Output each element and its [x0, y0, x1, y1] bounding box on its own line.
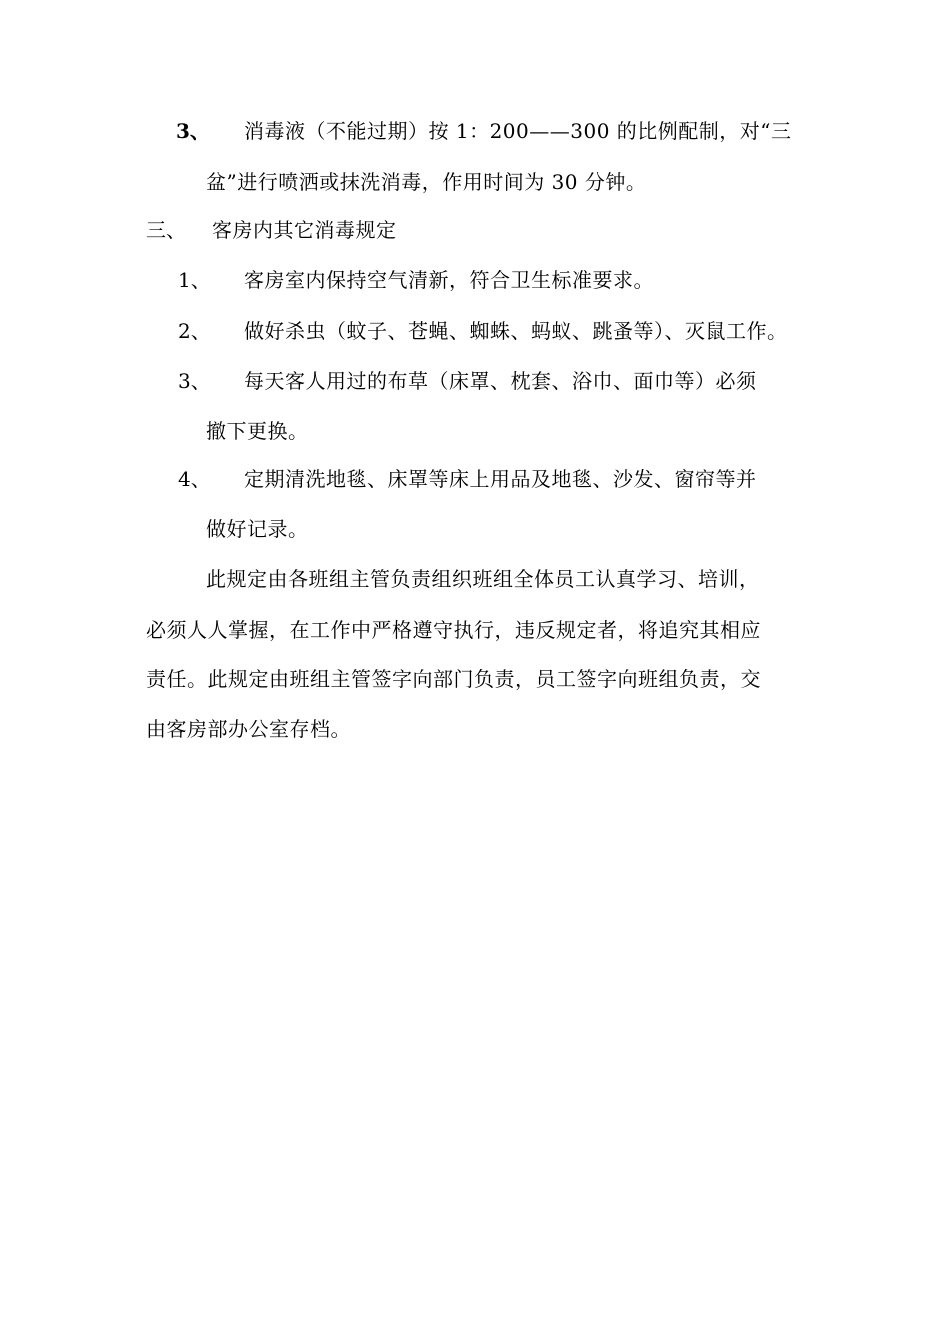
sub-item-2-number: 2、	[178, 319, 211, 343]
closing-paragraph-line1: 此规定由各班组主管负责组织班组全体员工认真学习、培训，	[206, 567, 760, 591]
sub-item-3-number: 3、	[178, 369, 211, 393]
item-3-number: 3、	[176, 119, 210, 143]
sub-item-3-text-line2: 撤下更换。	[206, 419, 309, 443]
item-3-text-line1: 消毒液（不能过期）按 1：200——300 的比例配制，对“三	[244, 119, 792, 143]
item-3-text-line2: 盆”进行喷洒或抹洗消毒，作用时间为 30 分钟。	[206, 170, 647, 194]
sub-item-1-number: 1、	[178, 268, 211, 292]
sub-item-4-text-line1: 定期清洗地毯、床罩等床上用品及地毯、沙发、窗帘等并	[244, 467, 757, 491]
closing-paragraph-line2: 必须人人掌握，在工作中严格遵守执行，违反规定者，将追究其相应	[146, 618, 761, 642]
section-3-number: 三、	[146, 218, 186, 242]
section-3-heading: 客房内其它消毒规定	[212, 218, 397, 242]
sub-item-4-text-line2: 做好记录。	[206, 517, 309, 541]
sub-item-3-text-line1: 每天客人用过的布草（床罩、枕套、浴巾、面巾等）必须	[244, 369, 757, 393]
closing-paragraph-line3: 责任。此规定由班组主管签字向部门负责，员工签字向班组负责，交	[146, 667, 761, 691]
closing-paragraph-line4: 由客房部办公室存档。	[146, 717, 351, 741]
sub-item-1-text: 客房室内保持空气清新，符合卫生标准要求。	[244, 268, 654, 292]
sub-item-2-text: 做好杀虫（蚊子、苍蝇、蜘蛛、蚂蚁、跳蚤等）、灭鼠工作。	[244, 319, 788, 343]
sub-item-4-number: 4、	[178, 467, 211, 491]
